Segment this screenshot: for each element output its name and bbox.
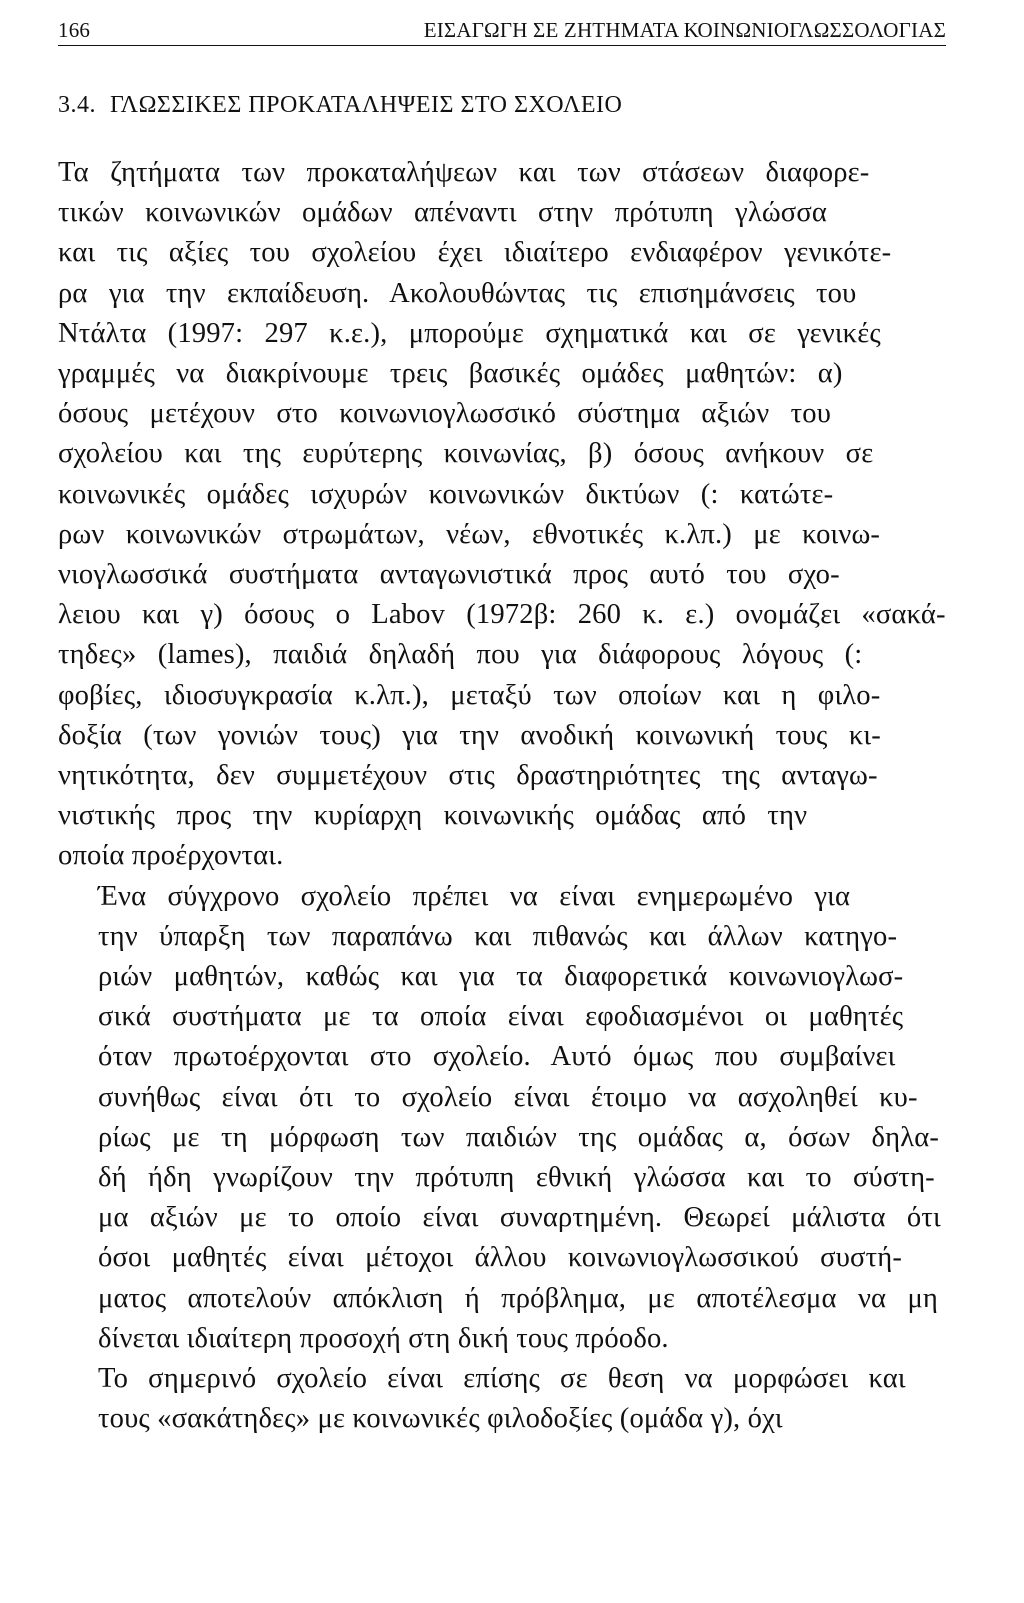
section-title: ΓΛΩΣΣΙΚΕΣ ΠΡΟΚΑΤΑΛΗΨΕΙΣ ΣΤΟ ΣΧΟΛΕΙΟ — [110, 92, 623, 118]
text-line: τηδες» (lames), παιδιά δηλαδή που για διάφορους λόγους (: — [58, 639, 863, 671]
text-line: ριών μαθητών, καθώς και για τα διαφορετικά κοινωνιογλωσ- — [98, 961, 904, 993]
text-line: σικά συστήματα με τα οποία είναι εφοδιασμένοι οι μαθητές — [98, 1001, 904, 1033]
text-line: ρων κοινωνικών στρωμάτων, νέων, εθνοτικές κ.λπ.) με κοινω- — [58, 518, 881, 550]
text-line: νιστικής προς την κυρίαρχη κοινωνικής ομάδας από την — [58, 800, 808, 832]
text-line: ματος αποτελούν απόκλιση ή πρόβλημα, με αποτέλεσμα να μη — [98, 1282, 939, 1314]
text-line: Το σημερινό σχολείο είναι επίσης σε θεση να μορφώσει και — [98, 1363, 906, 1395]
text-line: Ένα σύγχρονο σχολείο πρέπει να είναι ενημερωμένο για — [98, 880, 851, 912]
running-header — [58, 18, 946, 46]
text-line: φοβίες, ιδιοσυγκρασία κ.λπ.), μεταξύ των οποίων και η φιλο- — [58, 679, 881, 711]
text-line: την ύπαρξη των παραπάνω και πιθανώς και άλλων κατηγο- — [98, 920, 898, 952]
text-line: Τα ζητήματα των προκαταλήψεων και των στάσεων διαφορε- — [58, 157, 870, 188]
text-line: και τις αξίες του σχολείου έχει ιδιαίτερο ενδιαφέρον γενικότε- — [58, 237, 892, 269]
text-line: σχολείου και της ευρύτερης κοινωνίας, β) όσους ανήκουν σε — [58, 438, 874, 470]
text-line: νητικότητα, δεν συμμετέχουν στις δραστηριότητες της ανταγω- — [58, 760, 878, 792]
text-line: μα αξιών με το οποίο είναι συναρτημένη. Θεωρεί μάλιστα ότι — [98, 1202, 941, 1234]
section-heading — [58, 92, 946, 119]
body-text — [58, 153, 946, 1440]
text-line: οποία προέρχονται. — [58, 840, 284, 872]
text-line: όσους μετέχουν στο κοινωνιογλωσσικό σύστημα αξιών του — [58, 398, 832, 430]
text-line: κοινωνικές ομάδες ισχυρών κοινωνικών δικτύων (: κατώτε- — [58, 478, 834, 510]
text-line: δοξία (των γονιών τους) για την ανοδική κοινωνική τους κι- — [58, 719, 881, 751]
text-line: συνήθως είναι ότι το σχολείο είναι έτοιμο να ασχοληθεί κυ- — [98, 1081, 918, 1113]
text-line: τικών κοινωνικών ομάδων απέναντι στην πρότυπη γλώσσα — [58, 197, 828, 229]
text-line: δή ήδη γνωρίζουν την πρότυπη εθνική γλώσσα και το σύστη- — [98, 1162, 935, 1194]
paragraph-2 — [58, 877, 946, 1359]
text-line: γραμμές να διακρίνουμε τρεις βασικές ομάδες μαθητών: α) — [58, 358, 843, 390]
text-line: δίνεται ιδιαίτερη προσοχή στη δική τους πρόοδο. — [98, 1322, 669, 1354]
text-line: Ντάλτα (1997: 297 κ.ε.), μπορούμε σχηματικά και σε γενικές — [58, 317, 881, 349]
book-page — [58, 18, 946, 1440]
text-line: όσοι μαθητές είναι μέτοχοι άλλου κοινωνιογλωσσικού συστή- — [98, 1242, 903, 1274]
paragraph-3 — [58, 1359, 946, 1439]
text-line: λειου και γ) όσους ο Labov (1972β: 260 κ. ε.) ονομάζει «σακά- — [58, 599, 946, 631]
section-number: 3.4. — [58, 92, 96, 118]
book-title: ΕΙΣΑΓΩΓΗ ΣΕ ΖΗΤΗΜΑΤΑ ΚΟΙΝΩΝΙΟΓΛΩΣΣΟΛΟΓΙΑΣ — [423, 18, 946, 42]
text-line: νιογλωσσικά συστήματα ανταγωνιστικά προς αυτό του σχο- — [58, 559, 840, 591]
text-line: τους «σακάτηδες» με κοινωνικές φιλοδοξίες (ομάδα γ), όχι — [98, 1403, 783, 1435]
text-line: όταν πρωτοέρχονται στο σχολείο. Αυτό όμως που συμβαίνει — [98, 1041, 896, 1073]
text-line: ρίως με τη μόρφωση των παιδιών της ομάδας α, όσων δηλα- — [98, 1121, 940, 1153]
page-number: 166 — [58, 18, 91, 42]
paragraph-1 — [58, 153, 946, 877]
text-line: ρα για την εκπαίδευση. Ακολουθώντας τις επισημάνσεις του — [58, 277, 857, 309]
